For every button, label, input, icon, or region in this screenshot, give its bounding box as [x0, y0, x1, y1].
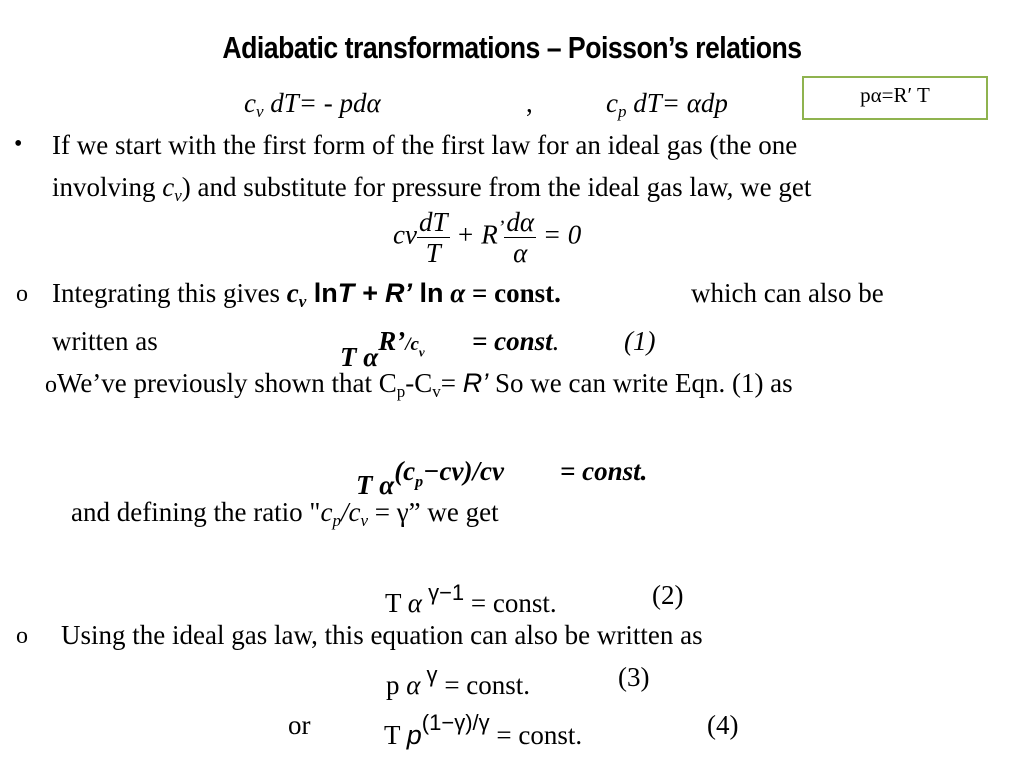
para1-line1: If we start with the first form of the first law for an ideal gas (the one — [52, 130, 798, 160]
equation-ratio: T $\alpha^{(c_p-cv)/cv}$ — [356, 456, 504, 500]
para2-tail: which can also be — [691, 278, 884, 308]
bullet-o-1: o — [16, 281, 28, 307]
para1-line2: involving $c_v$) and substitute for pressure from the ideal gas law, we get — [52, 172, 812, 205]
para3: oWe’ve previously shown that $C_p-C_v= R$’ So we can write Eqn. (1) as — [45, 368, 793, 401]
para5: Using the ideal gas law, this equation can also be written as — [61, 620, 703, 650]
equation-1-rhs: = const. — [472, 326, 560, 356]
equation-2: T α $^{\gamma-1}$ = const. — [385, 580, 557, 618]
bullet-o-2: o — [16, 623, 28, 649]
equation-4-label: (4) — [707, 710, 739, 740]
equation-4: T $p^{(1-\gamma)/\gamma}$ = const. — [384, 710, 583, 750]
equation-2-label: (2) — [652, 580, 684, 610]
equation-ratio-rhs: = const. — [560, 456, 648, 486]
slide-title: Adiabatic transformations – Poisson’s relations — [222, 30, 802, 65]
para2-line2: written as — [52, 326, 158, 356]
first-law-comma: , — [526, 88, 533, 118]
first-law-eq-cp: $c_p$ dT= αdp — [606, 88, 728, 121]
para4: and defining the ratio "$c_p/c_v = \gamma$” we get — [71, 497, 499, 530]
bullet-dot: • — [14, 131, 23, 157]
para2-line1: Integrating this gives $c_v$ lnT + R’ ln α = const. — [52, 278, 561, 311]
equation-3-label: (3) — [618, 662, 650, 692]
ideal-gas-law-box: pα=R′ T — [802, 76, 988, 120]
equation-4-or: or — [288, 710, 311, 740]
first-law-eq-cv: $c_v$ dT= - pdα — [244, 88, 381, 121]
equation-3: p α $^\gamma$ = const. — [386, 662, 531, 700]
frac-dalpha-over-alpha: $\frac{d\alpha}{\alpha}$ — [506, 207, 535, 268]
diff-equation: cv $\frac{dT}{T}$ + R’ $\frac{d\alpha}{\alpha}$ = 0 — [393, 207, 582, 268]
equation-1: T $\alpha^{R’/c_v}$ — [340, 326, 425, 372]
equation-1-label: (1) — [624, 326, 656, 356]
frac-dT-over-T: $\frac{dT}{T}$ — [418, 207, 448, 268]
